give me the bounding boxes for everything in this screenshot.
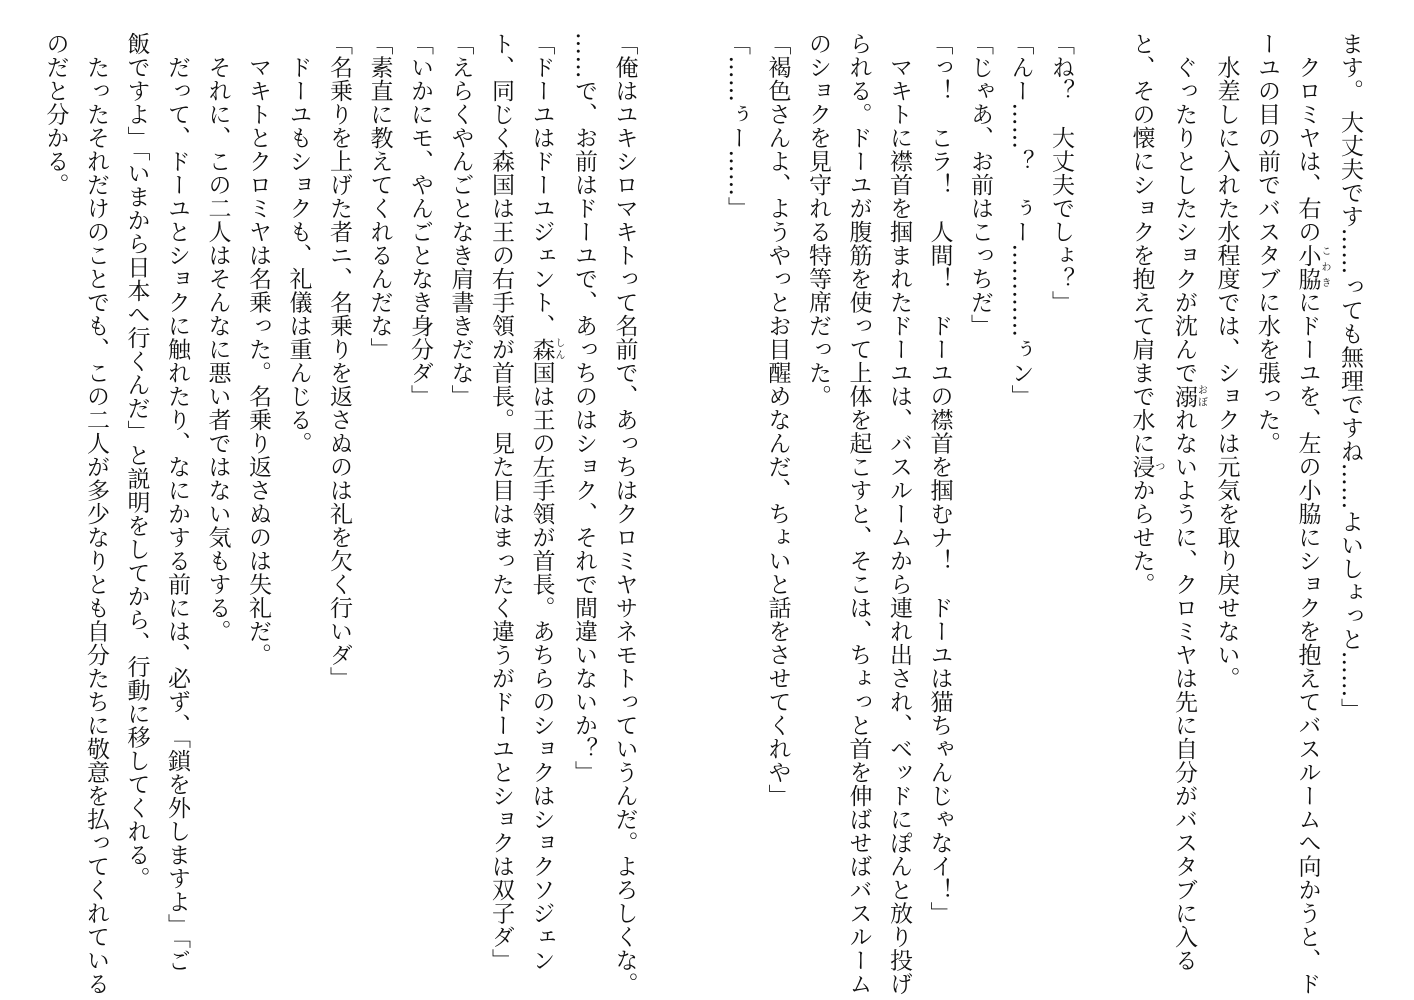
- text-line-11: マキトに襟首を掴まれたドーユは、バスルームから連れ出され、ベッドにぽんと放り投げ: [886, 32, 912, 996]
- text-line-15: 「……ぅー……」: [724, 32, 750, 220]
- text-line-18: 「ドーユはドーユジェント、森しん国は王の左手領が首長。あちらのショクはショクソジェン: [528, 32, 564, 972]
- text-line-26: それに、この二人はそんなに悪い者ではない気もする。: [204, 32, 231, 643]
- text-line-9: 「じゃあ、お前はこっちだ」: [967, 32, 993, 338]
- text-line-27: だって、ドーユとショクに触れたり、なにかする前には、必ず、「鎖を外しますよ」「ご: [164, 32, 190, 973]
- text-line-21: 「いかにモ、やんごとなき身分ダ」: [407, 32, 433, 408]
- text-line-13: のショクを見守れる特等席だった。: [805, 32, 831, 408]
- ruby-reading: こわき: [1319, 243, 1330, 291]
- ruby-reading: おぼ: [1195, 384, 1207, 408]
- text-line-10: 「っ！ こラ！ 人間！ ドーユの襟首を掴むナ！ ドーユは猫ちゃんじゃなイ！」: [926, 32, 953, 925]
- text-line-17: ……で、お前はドーユで、あっちのはショク、それで間違いないか？」: [571, 32, 597, 784]
- text-line-14: 「褐色さんよ、ようやっとお目醒めなんだ、ちょいと話をさせてくれや」: [764, 32, 791, 808]
- text-line-6: と、その懐にショクを抱えて肩まで水に浸つからせた。: [1128, 32, 1164, 596]
- text-line-23: 「名乗りを上げた者ニ、名乗りを返さぬのは礼を欠く行いダ」: [326, 32, 352, 690]
- text-line-12: られる。ドーユが腹筋を使って上体を起こすと、そこは、ちょっと首を伸ばせばバスルーム: [845, 32, 872, 996]
- text-line-25: マキトとクロミヤは名乗った。名乗り返さぬのは失礼だ。: [245, 32, 271, 667]
- text-line-5: ぐったりとしたショクが沈んで溺おぼれないように、クロミヤは先に自分がバスタブに入る: [1171, 32, 1207, 972]
- text-line-24: ドーユもショクも、礼儀は重んじる。: [285, 32, 312, 455]
- scene-break: [1081, 32, 1121, 982]
- vertical-text-body: [30, 32, 1370, 996]
- text-line-28: 飯ですよ」「いまから日本へ行くんだ」と説明をしてから、行動に移してくれる。: [123, 32, 150, 890]
- text-line-2: クロミヤは、右の小脇こわきにドーユを、左の小脇にショクを抱えてバスルームへ向かうと、ド: [1294, 32, 1330, 996]
- text-line-16: 「俺はユキシロマキトって名前で、あっちはクロミヤサネモトっていうんだ。よろしくな。: [611, 32, 638, 996]
- text-line-29: たったそれだけのことでも、この二人が多少なりとも自分たちに敬意を払ってくれている: [83, 32, 109, 996]
- text-line-8: 「んー……？ ぅー…………ぅン」: [1007, 32, 1034, 408]
- text-line-19: ト、同じく森国は王の右手領が首長。見た目はまったく違うがドーユとショクは双子ダ」: [488, 32, 514, 972]
- ruby-reading: つ: [1153, 455, 1164, 479]
- ruby-reading: しん: [553, 337, 564, 361]
- section-gap: [645, 32, 717, 982]
- text-line-7: 「ね？ 大丈夫でしょ？」: [1048, 32, 1074, 314]
- text-line-3: ーユの目の前でバスタブに水を張った。: [1254, 32, 1280, 455]
- text-line-20: 「えらくやんごとなき肩書きだな」: [447, 32, 474, 408]
- text-line-22: 「素直に教えてくれるんだな」: [366, 32, 393, 361]
- text-line-30: のだと分かる。: [42, 32, 69, 197]
- text-line-1: ます。 大丈夫です……っても無理ですね……よいしょっと……」: [1337, 32, 1363, 722]
- text-line-4: 水差しに入れた水程度では、ショクは元気を取り戻せない。: [1213, 32, 1240, 690]
